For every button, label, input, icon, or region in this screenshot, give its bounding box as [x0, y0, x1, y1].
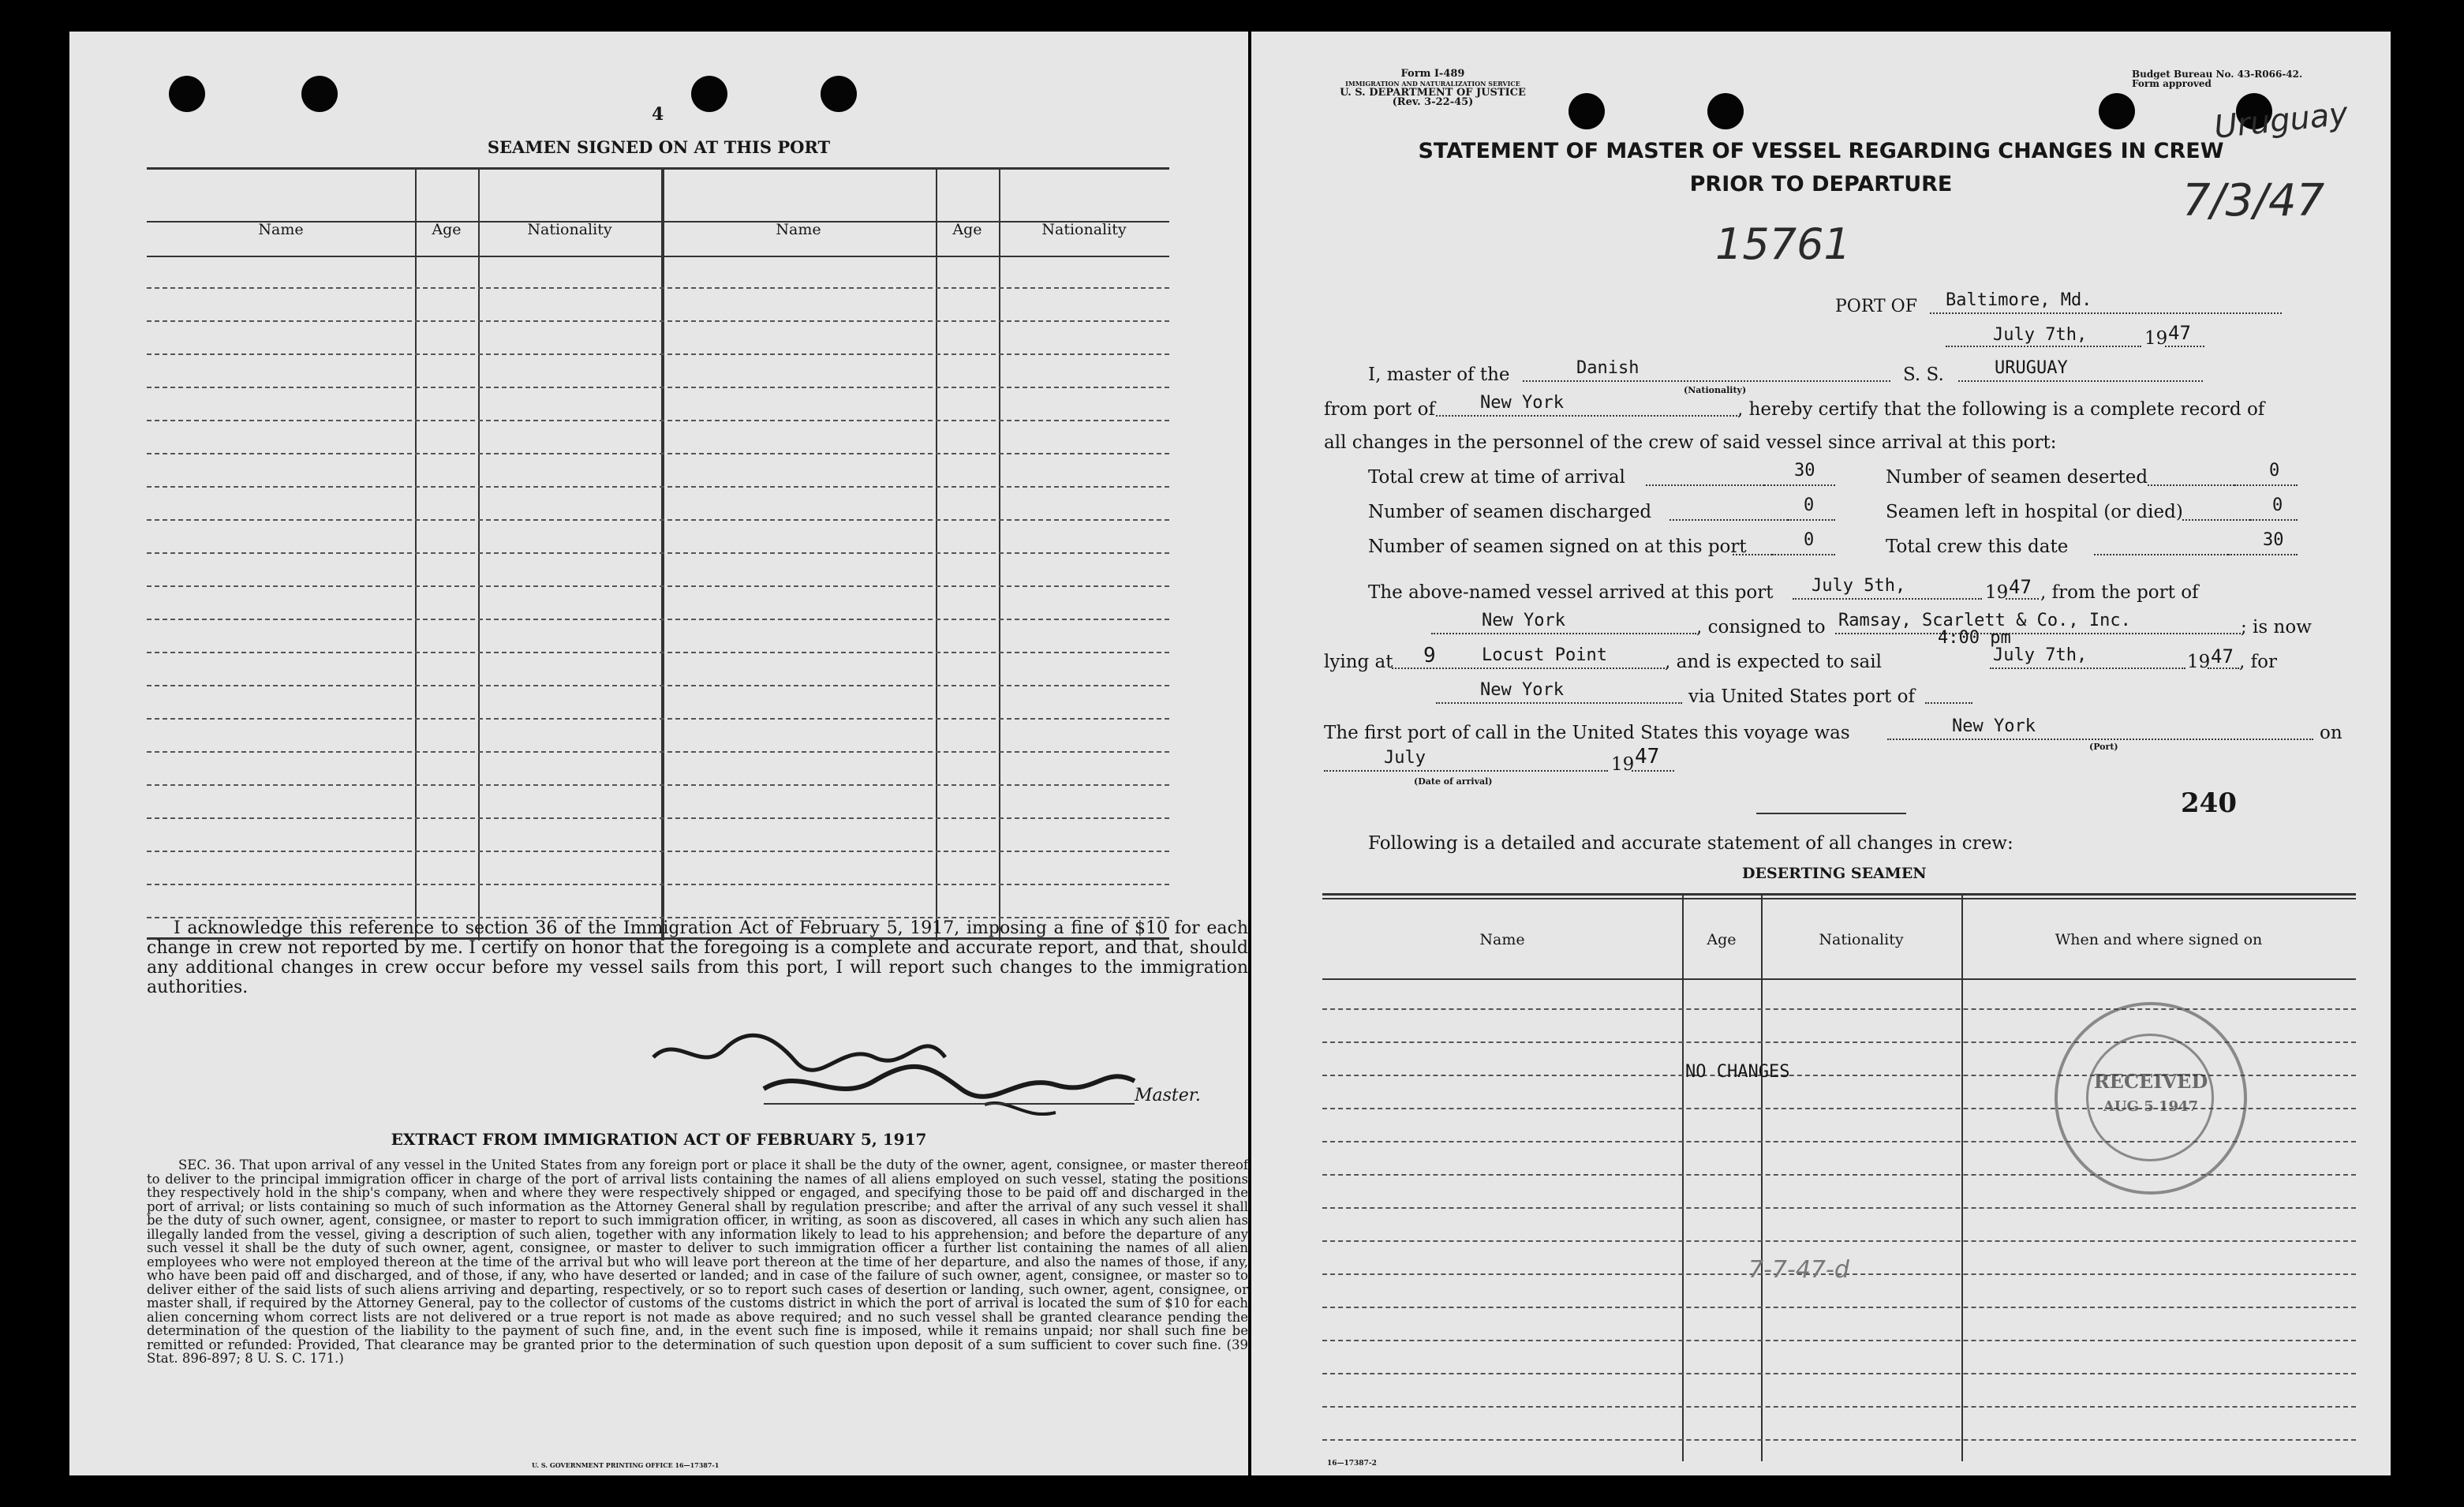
sail-date: July 7th,: [1993, 645, 2088, 665]
arrival-year: 47: [1635, 745, 1660, 768]
year-prefix: 19: [1985, 582, 2009, 603]
port-label: PORT OF: [1835, 297, 1917, 316]
col-header-name: Name: [1479, 931, 1525, 948]
year-prefix: 19: [1611, 754, 1635, 775]
sail-time: 4:00 pm: [1938, 628, 2011, 648]
year-prefix: 19: [2144, 328, 2168, 349]
port-value: Baltimore, Md.: [1946, 290, 2092, 310]
is-now-label: ; is now: [2241, 617, 2312, 638]
punch-hole: [169, 76, 205, 112]
stat-value: 0: [1804, 530, 1815, 550]
pier-place: Locust Point: [1482, 645, 1607, 665]
col-header-nationality: Nationality: [1041, 221, 1127, 238]
year-prefix: 19: [2187, 652, 2211, 672]
stat-value: 30: [1794, 461, 1815, 481]
date-caption: (Date of arrival): [1414, 776, 1493, 787]
lying-at-label: lying at: [1324, 652, 1393, 672]
master-of-label: I, master of the: [1368, 365, 1510, 385]
extract-text: SEC. 36. That upon arrival of any vessel in the United States from any foreign port or place it shall be the duty of the owner, agent, consignee, or master thereof to deliver to the principal immigration officer in charge of the port of arrival lists containing the names of all aliens employed on such vessel, stating the positions they respectively hold in the ship's company, when and where they were respectively shipped or engaged, and specifying those to be paid off and discharged in the port of arrival; or lists containing so much of such information as the Attorney General shall by regulation prescribe; and after the arrival of any such vessel it shall be the duty of such owner, agent, consignee, or master to report to such immigration officer, in writing, as soon as discovered, all cases in which any such alien has illegally landed from the vessel, giving a description of such alien, together with any information likely to lead to his apprehension; and before the departure of any such vessel it shall be the duty of such owner, agent, consignee, or master to deliver to such immigration officer a further list containing the names of all alien employees who were not employed thereon at the time of the arrival but who will leave port thereon at the time of her departure, and also the names of those, if any, who have been paid off and discharged, and of those, if any, who have deserted or landed; and in case of the failure of such owner, agent, consignee, or master so to deliver either of the said lists of such aliens arriving and departing, respectively, or so to report such cases of desertion or landing, such owner, agent, consignee, or master shall, if required by the Attorney General, pay to the collector of customs of the customs district in which the port of arrival is located the sum of $10 for each alien concerning whom correct lists are not delivered or a true report is not made as above required; and no such vessel shall be granted clearance pending the determination of the question of the liability to the payment of such fine, and, in the event such fine is imposed, while it remains unpaid; nor shall such fine be remitted or refunded: Provided, That clearance may be granted prior to the determination of such question upon deposit of a sum sufficient to cover such fine. (39 Stat. 896-897; 8 U. S. C. 171.): [147, 1157, 1248, 1366]
signed-on-table: [147, 167, 1169, 940]
stamp-text: RECEIVED: [2093, 1070, 2208, 1093]
handwritten-mark: 7-7-47-d: [1748, 1256, 1849, 1284]
for-label: , for: [2239, 652, 2277, 672]
printer-line: 16—17387-2: [1327, 1460, 1377, 1468]
punch-hole: [691, 76, 727, 112]
acknowledgment-text: I acknowledge this reference to section 36 of the Immigration Act of February 5, 1917, imposing a fine of $10 for each change in crew not reported by me. I certify on honor that the foregoing is a complete and accurate report, and that, should any additional changes in crew occur before my vessel sails from this port, I will report such changes to the immigration authorities.: [147, 918, 1248, 997]
expected-text: , and is expected to sail: [1665, 652, 1882, 672]
printer-line: U. S. GOVERNMENT PRINTING OFFICE 16—17387-1: [532, 1461, 720, 1469]
first-port-text: The first port of call in the United States this voyage was: [1324, 723, 1850, 743]
consigned-label: , consigned to: [1696, 617, 1826, 638]
year-value: 47: [2168, 322, 2191, 344]
punch-hole: [2099, 93, 2135, 129]
page-number: 4: [652, 104, 664, 125]
master-signature: [645, 1002, 1248, 1136]
via-text: via United States port of: [1688, 686, 1915, 707]
sail-year: 47: [2211, 645, 2234, 667]
from-port-value: New York: [1480, 393, 1564, 413]
stamp-date: AUG 5 1947: [2103, 1098, 2199, 1115]
stat-label: Number of seamen signed on at this port: [1368, 537, 1747, 557]
received-stamp: [2055, 1002, 2247, 1195]
stat-label: Seamen left in hospital (or died): [1886, 502, 2183, 522]
certify-text: , hereby certify that the following is a complete record of: [1737, 399, 2265, 420]
punch-hole: [821, 76, 857, 112]
stat-label: Number of seamen discharged: [1368, 502, 1652, 522]
stat-value: 0: [2269, 461, 2280, 481]
punch-hole: [301, 76, 338, 112]
arrival-date: July: [1384, 748, 1426, 768]
nationality-caption: (Nationality): [1684, 385, 1747, 395]
stat-value: 0: [1804, 495, 1815, 515]
col-header-name: Name: [776, 221, 821, 238]
following-text: Following is a detailed and accurate statement of all changes in crew:: [1368, 833, 2013, 854]
deserting-title: DESERTING SEAMEN: [1742, 865, 1927, 882]
left-page: [69, 32, 1248, 1475]
ss-label: S. S.: [1903, 365, 1944, 385]
handwritten-date: 7/3/47: [2182, 175, 2325, 226]
certify-text-2: all changes in the personnel of the crew of said vessel since arrival at this port:: [1324, 432, 2057, 453]
from-port-label: from port of: [1324, 399, 1435, 420]
ss-value: URUGUAY: [1995, 358, 2068, 378]
arrived-text: The above-named vessel arrived at this port: [1368, 582, 1774, 603]
first-port-value: New York: [1952, 716, 2036, 736]
number-240: 240: [2181, 787, 2237, 819]
date-value: July 7th,: [1993, 325, 2088, 345]
section-title: SEAMEN SIGNED ON AT THIS PORT: [487, 137, 831, 157]
form-title: STATEMENT OF MASTER OF VESSEL REGARDING CHANGES IN CREW: [1418, 139, 2224, 163]
punch-hole: [1707, 93, 1744, 129]
stat-value: 30: [2263, 530, 2284, 550]
consignee-value: Ramsay, Scarlett & Co., Inc.: [1838, 611, 2131, 630]
right-page: [1251, 32, 2391, 1475]
col-header-when-where: When and where signed on: [2055, 931, 2263, 948]
destination: New York: [1480, 680, 1564, 700]
nationality-value: Danish: [1576, 358, 1640, 378]
no-changes-text: NO CHANGES: [1685, 1062, 1790, 1082]
col-header-nationality: Nationality: [527, 221, 612, 238]
col-header-age: Age: [1707, 931, 1737, 948]
form-subtitle: PRIOR TO DEPARTURE: [1689, 172, 1953, 196]
handwritten-number: 15761: [1715, 219, 1851, 269]
arrived-date: July 5th,: [1812, 576, 1906, 596]
master-label: Master.: [1135, 1086, 1201, 1105]
pier-number: 9: [1423, 644, 1436, 667]
col-header-age: Age: [432, 221, 462, 238]
on-label: on: [2320, 723, 2342, 743]
extract-title: EXTRACT FROM IMMIGRATION ACT OF FEBRUARY 5, 1917: [391, 1130, 927, 1149]
stat-label: Total crew this date: [1886, 537, 2069, 557]
stat-label: Total crew at time of arrival: [1368, 467, 1625, 488]
col-header-name: Name: [258, 221, 304, 238]
arrived-year: 47: [2009, 576, 2032, 598]
form-header: Form I-489 IMMIGRATION AND NATURALIZATION SERVICE U. S. DEPARTMENT OF JUSTICE (Rev. 3-22-45): [1340, 68, 1526, 108]
from-the-port-label: , from the port of: [2040, 582, 2199, 603]
from-port-2: New York: [1482, 611, 1565, 630]
col-header-nationality: Nationality: [1819, 931, 1904, 948]
handwritten-vessel: Uruguay: [2212, 95, 2350, 146]
stat-value: 0: [2272, 495, 2283, 515]
budget-bureau: Budget Bureau No. 43-R066-42. Form approved: [2132, 69, 2303, 89]
col-header-age: Age: [952, 221, 982, 238]
port-caption: (Port): [2089, 742, 2118, 752]
stat-label: Number of seamen deserted: [1886, 467, 2148, 488]
